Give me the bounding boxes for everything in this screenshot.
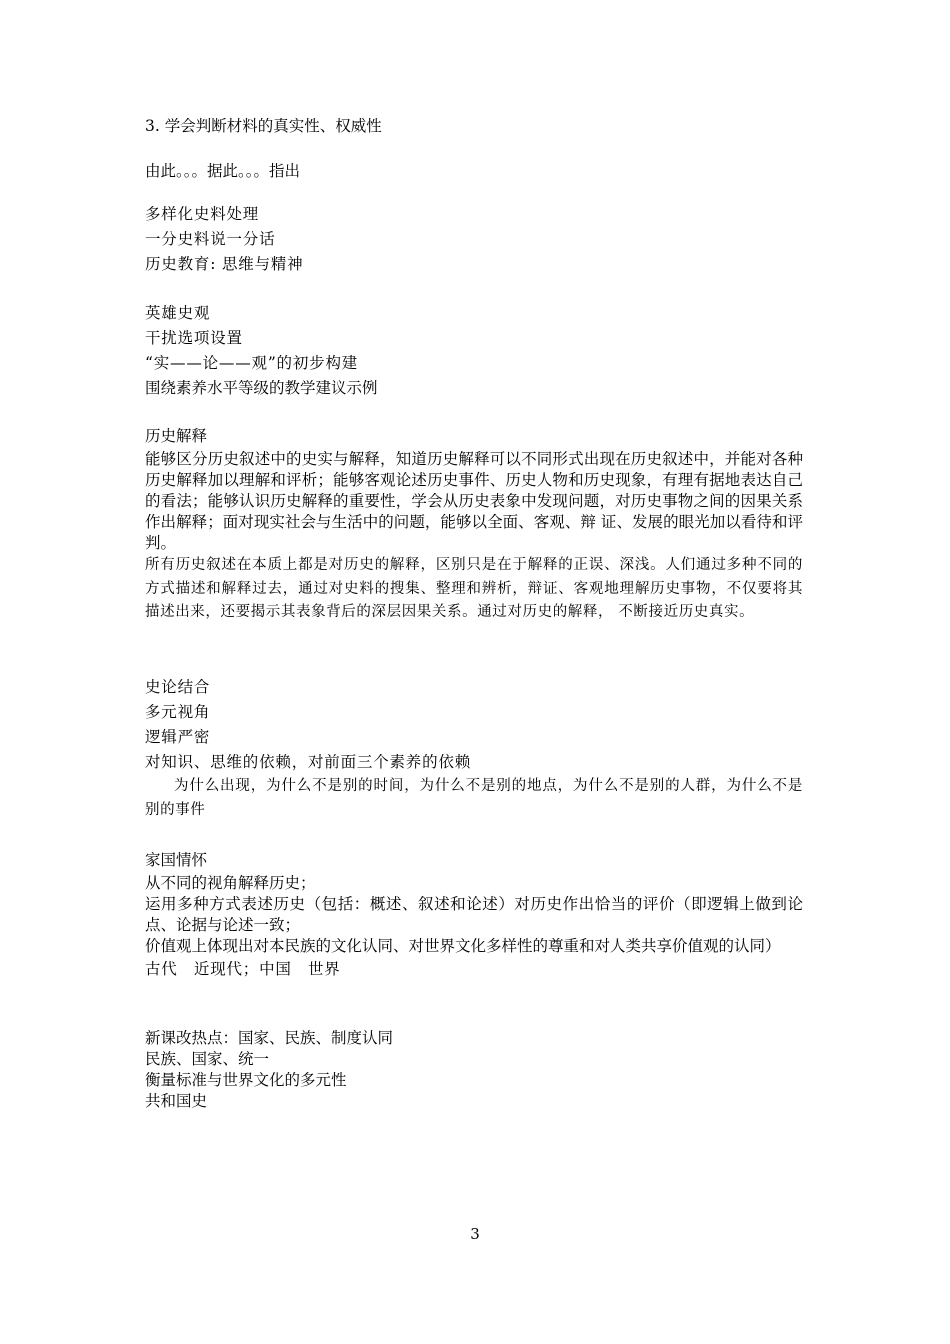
text-line: 史论结合 <box>145 678 211 696</box>
text-line: 围绕素养水平等级的教学建议示例 <box>145 379 378 397</box>
text-line: 新课改热点：国家、民族、制度认同 <box>145 1029 394 1047</box>
section-hero-view <box>145 301 803 401</box>
definition-paragraph: 能够区分历史叙述中的史实与解释，知道历史解释可以不同形式出现在历史叙述中，并能对各种历史解释加以理解和评析；能够客观论述历史事件、历史人物和历史现象，有理有据地表达自己的看法；能够认识历史解释的重要性，学会从历史表象中发现问题，对历史事物之间的因果关系作出解释；面对现实社会与生活中的问题，能够以全面、客观、辩 证、发展的眼光加以看待和评判。 <box>145 450 803 552</box>
section-heading: 家国情怀 <box>145 851 208 869</box>
list-item-3: 3. 学会判断材料的真实性、权威性 <box>145 117 382 135</box>
text-line: 价值观上体现出对本民族的文化认同、对世界文化多样性的尊重和对人类共享价值观的认同） <box>145 937 781 955</box>
text-line: 逻辑严密 <box>145 728 211 746</box>
page-number: 3 <box>470 1225 480 1243</box>
text-line: 衡量标准与世界文化的多元性 <box>145 1071 347 1089</box>
text-line: 从不同的视角解释历史； <box>145 874 316 892</box>
section-historical-materials <box>145 202 803 277</box>
section-heading: 历史解释 <box>145 427 208 445</box>
phrase-line: 由此。。。据此。。。指出 <box>145 162 301 180</box>
text-line: 对知识、思维的依赖，对前面三个素养的依赖 <box>145 753 472 771</box>
text-line: 英雄史观 <box>145 304 211 322</box>
text-line: 古代 近现代；中国 世界 <box>145 960 341 978</box>
text-line: 运用多种方式表述历史（包括：概述、叙述和论述）对历史作出恰当的评价（即逻辑上做到论点、论据与论述一致； <box>145 895 803 934</box>
text-line: 民族、国家、统一 <box>145 1050 270 1068</box>
section-historical-interpretation <box>145 424 803 625</box>
questions-paragraph: 为什么出现，为什么不是别的时间，为什么不是别的地点，为什么不是别的人群，为什么不是别的事件 <box>145 778 803 818</box>
section-curriculum-focus <box>145 1028 803 1112</box>
text-line: 干扰选项设置 <box>145 329 243 347</box>
text-line: 共和国史 <box>145 1092 208 1110</box>
section-phrase <box>145 159 803 184</box>
text-line: 一分史料说一分话 <box>145 230 276 248</box>
text-line: 多样化史料处理 <box>145 205 260 223</box>
explanation-paragraph: 所有历史叙述在本质上都是对历史的解释，区别只是在于解释的正误、深浅。人们通过多种不同的方式描述和解释过去，通过对史料的搜集、整理和辨析，辩证、客观地理解历史事物，不仅要将其描述出来，还要揭示其表象背后的深层因果关系。通过对历史的解释， 不断接近历史真实。 <box>145 557 803 620</box>
text-line: “实——论——观”的初步构建 <box>145 354 359 372</box>
text-line: 多元视角 <box>145 703 211 721</box>
section-material-judgment <box>145 114 803 139</box>
section-argument <box>145 675 803 822</box>
section-patriotism <box>145 848 803 982</box>
text-line: 历史教育: 思维与精神 <box>145 255 304 273</box>
